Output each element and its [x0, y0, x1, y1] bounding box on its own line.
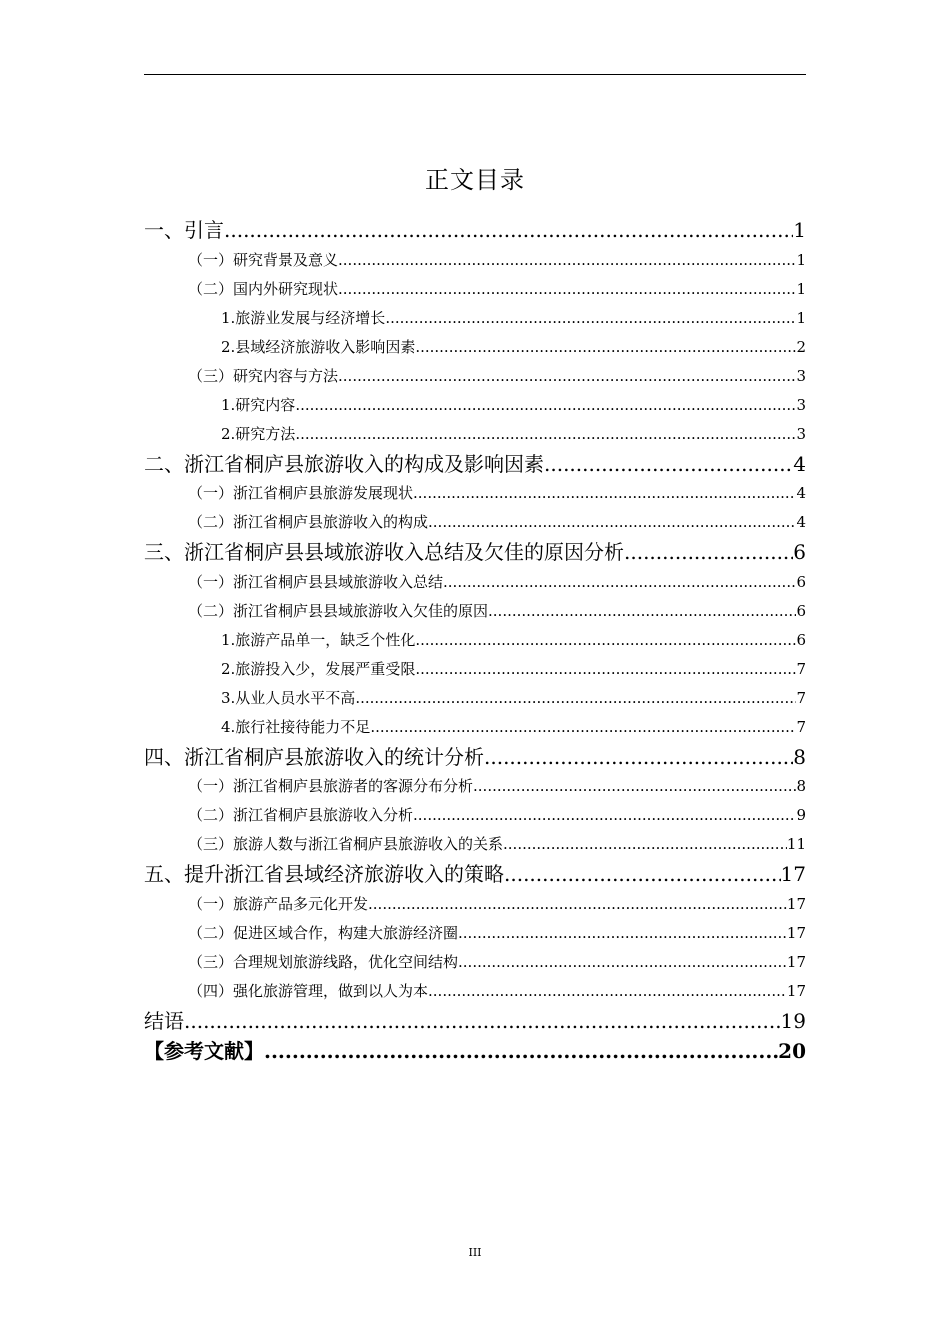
- toc-dot-leader: [415, 626, 796, 655]
- toc-entry[interactable]: [144, 684, 806, 713]
- toc-dot-leader: [370, 713, 796, 742]
- toc-entry-page-number: 3: [796, 424, 806, 443]
- toc-dot-leader: [368, 890, 787, 919]
- toc-entry-page-number: 17: [786, 981, 806, 1000]
- toc-entry-page-number: 20: [778, 1039, 806, 1063]
- toc-entry-page-number: 4: [796, 513, 806, 531]
- toc-entry-page-number: 7: [796, 688, 806, 707]
- toc-entry-page-number: 6: [796, 572, 806, 591]
- toc-dot-leader: [295, 420, 796, 449]
- toc-entry-text: 结语: [144, 1008, 184, 1033]
- toc-dot-leader: [484, 742, 793, 773]
- toc-entry[interactable]: [144, 948, 806, 977]
- toc-entry-text: 1.研究内容: [221, 395, 296, 414]
- toc-dot-leader: [295, 391, 796, 420]
- toc-entry-page-number: 3: [796, 395, 806, 414]
- toc-entry-text: （二）国内外研究现状: [188, 279, 339, 298]
- toc-entry-page-number: 6: [793, 540, 806, 564]
- toc-dot-leader: [224, 215, 793, 246]
- toc-entry-text: （四）强化旅游管理，做到以人为本: [188, 981, 429, 1000]
- toc-entry-page-number: 17: [786, 923, 806, 942]
- toc-entry[interactable]: [144, 304, 806, 333]
- toc-entry-text: （三）合理规划旅游线路，优化空间结构: [188, 952, 459, 971]
- toc-entry-text: （二）浙江省桐庐县县域旅游收入欠佳的原因: [188, 601, 489, 620]
- toc-dot-leader: [503, 830, 787, 859]
- toc-entry[interactable]: [144, 479, 806, 508]
- toc-dot-leader: [428, 508, 796, 537]
- toc-entry[interactable]: [144, 420, 806, 449]
- toc-entry[interactable]: [144, 772, 806, 801]
- toc-entry-text: （一）研究背景及意义: [188, 250, 339, 269]
- toc-entry[interactable]: [144, 742, 806, 773]
- toc-entry-page-number: 7: [796, 717, 806, 736]
- toc-dot-leader: [504, 859, 781, 890]
- toc-entry[interactable]: [144, 508, 806, 537]
- toc-dot-leader: [415, 333, 796, 362]
- toc-dot-leader: [428, 977, 787, 1006]
- toc-entry-page-number: 17: [786, 894, 806, 913]
- toc-entry-page-number: 11: [786, 835, 806, 853]
- toc-entry-page-number: 4: [793, 451, 806, 476]
- toc-dot-leader: [338, 275, 796, 304]
- toc-entry-text: （二）促进区域合作，构建大旅游经济圈: [188, 923, 459, 942]
- toc-dot-leader: [443, 568, 796, 597]
- toc-entry[interactable]: [144, 362, 806, 391]
- toc-entry-page-number: 17: [780, 862, 806, 886]
- footer-page-number: III: [468, 1246, 482, 1259]
- toc-entry-page-number: 2: [796, 337, 806, 356]
- toc-entry-text: 一、引言: [144, 218, 224, 242]
- toc-entry-text: 二、浙江省桐庐县旅游收入的构成及影响因素: [144, 451, 544, 476]
- toc-dot-leader: [458, 919, 787, 948]
- toc-entry-page-number: 19: [780, 1008, 806, 1033]
- toc-entry[interactable]: [144, 215, 806, 246]
- toc-entry[interactable]: [144, 801, 806, 830]
- toc-entry-text: （一）浙江省桐庐县旅游者的客源分布分析: [188, 777, 474, 795]
- toc-dot-leader: [184, 1006, 781, 1037]
- toc-entry[interactable]: [144, 977, 806, 1006]
- toc-entry-page-number: 8: [796, 777, 806, 795]
- toc-entry[interactable]: [144, 1036, 806, 1067]
- toc-entry-text: 三、浙江省桐庐县县域旅游收入总结及欠佳的原因分析: [144, 540, 624, 564]
- toc-entry-page-number: 1: [796, 308, 806, 327]
- toc-entry-text: 2.研究方法: [221, 424, 296, 443]
- toc-entry[interactable]: [144, 830, 806, 859]
- toc-entry[interactable]: [144, 626, 806, 655]
- toc-dot-leader: [544, 449, 793, 480]
- toc-entry-text: （一）浙江省桐庐县县域旅游收入总结: [188, 572, 444, 591]
- toc-entry-page-number: 17: [786, 952, 806, 971]
- toc-dot-leader: [413, 801, 796, 830]
- toc-dot-leader: [473, 772, 796, 801]
- toc-entry-page-number: 7: [796, 659, 806, 678]
- toc-entry-text: 1.旅游业发展与经济增长: [221, 308, 386, 327]
- toc-entry[interactable]: [144, 391, 806, 420]
- toc-dot-leader: [338, 246, 796, 275]
- toc-entry-text: （三）旅游人数与浙江省桐庐县旅游收入的关系: [188, 835, 504, 853]
- toc-entry-page-number: 1: [796, 250, 806, 269]
- toc-entry-text: 四、浙江省桐庐县旅游收入的统计分析: [144, 744, 484, 769]
- toc-entry-text: （一）浙江省桐庐县旅游发展现状: [188, 484, 414, 502]
- toc-entry-text: 1.旅游产品单一，缺乏个性化: [221, 630, 416, 649]
- toc-entry[interactable]: [144, 890, 806, 919]
- toc-entry[interactable]: [144, 537, 806, 568]
- toc-entry[interactable]: [144, 655, 806, 684]
- toc-entry-page-number: 4: [796, 484, 806, 502]
- header-rule: [144, 74, 806, 75]
- toc-entry[interactable]: [144, 449, 806, 480]
- toc-entry[interactable]: [144, 275, 806, 304]
- toc-entry-page-number: 6: [796, 630, 806, 649]
- toc-entry[interactable]: [144, 568, 806, 597]
- toc-entry-page-number: 9: [796, 806, 806, 824]
- toc-entry[interactable]: [144, 1006, 806, 1037]
- toc-entry-page-number: 8: [793, 744, 806, 769]
- toc-entry-text: （二）浙江省桐庐县旅游收入分析: [188, 806, 414, 824]
- toc-entry-text: 2.县域经济旅游收入影响因素: [221, 337, 416, 356]
- toc-entry[interactable]: [144, 859, 806, 890]
- toc-dot-leader: [458, 948, 787, 977]
- toc-entry-page-number: 1: [793, 218, 806, 242]
- toc-dot-leader: [338, 362, 796, 391]
- toc-entry-text: 五、提升浙江省县域经济旅游收入的策略: [144, 862, 504, 886]
- toc-dot-leader: [264, 1036, 778, 1067]
- toc-dot-leader: [413, 479, 796, 508]
- toc-entry[interactable]: [144, 597, 806, 626]
- toc-entry[interactable]: [144, 333, 806, 362]
- toc-entry-page-number: 6: [796, 601, 806, 620]
- toc-dot-leader: [415, 655, 796, 684]
- toc-dot-leader: [488, 597, 796, 626]
- toc-entry-page-number: 3: [796, 366, 806, 385]
- toc-entry-text: 【参考文献】: [144, 1039, 264, 1063]
- toc-entry-text: （一）旅游产品多元化开发: [188, 894, 369, 913]
- toc-entry-text: （二）浙江省桐庐县旅游收入的构成: [188, 513, 429, 531]
- toc-entry-text: 3.从业人员水平不高: [221, 688, 356, 707]
- toc-entry-text: 2.旅游投入少，发展严重受限: [221, 659, 416, 678]
- toc-entry-page-number: 1: [796, 279, 806, 298]
- toc-entry[interactable]: [144, 713, 806, 742]
- toc-entry-text: （三）研究内容与方法: [188, 366, 339, 385]
- toc-entry-text: 4.旅行社接待能力不足: [221, 717, 371, 736]
- toc-dot-leader: [624, 537, 793, 568]
- page-title: 正文目录: [425, 166, 525, 195]
- toc-entry[interactable]: [144, 246, 806, 275]
- toc-dot-leader: [385, 304, 796, 333]
- toc-dot-leader: [355, 684, 796, 713]
- toc-entry[interactable]: [144, 919, 806, 948]
- table-of-contents: [144, 215, 806, 1067]
